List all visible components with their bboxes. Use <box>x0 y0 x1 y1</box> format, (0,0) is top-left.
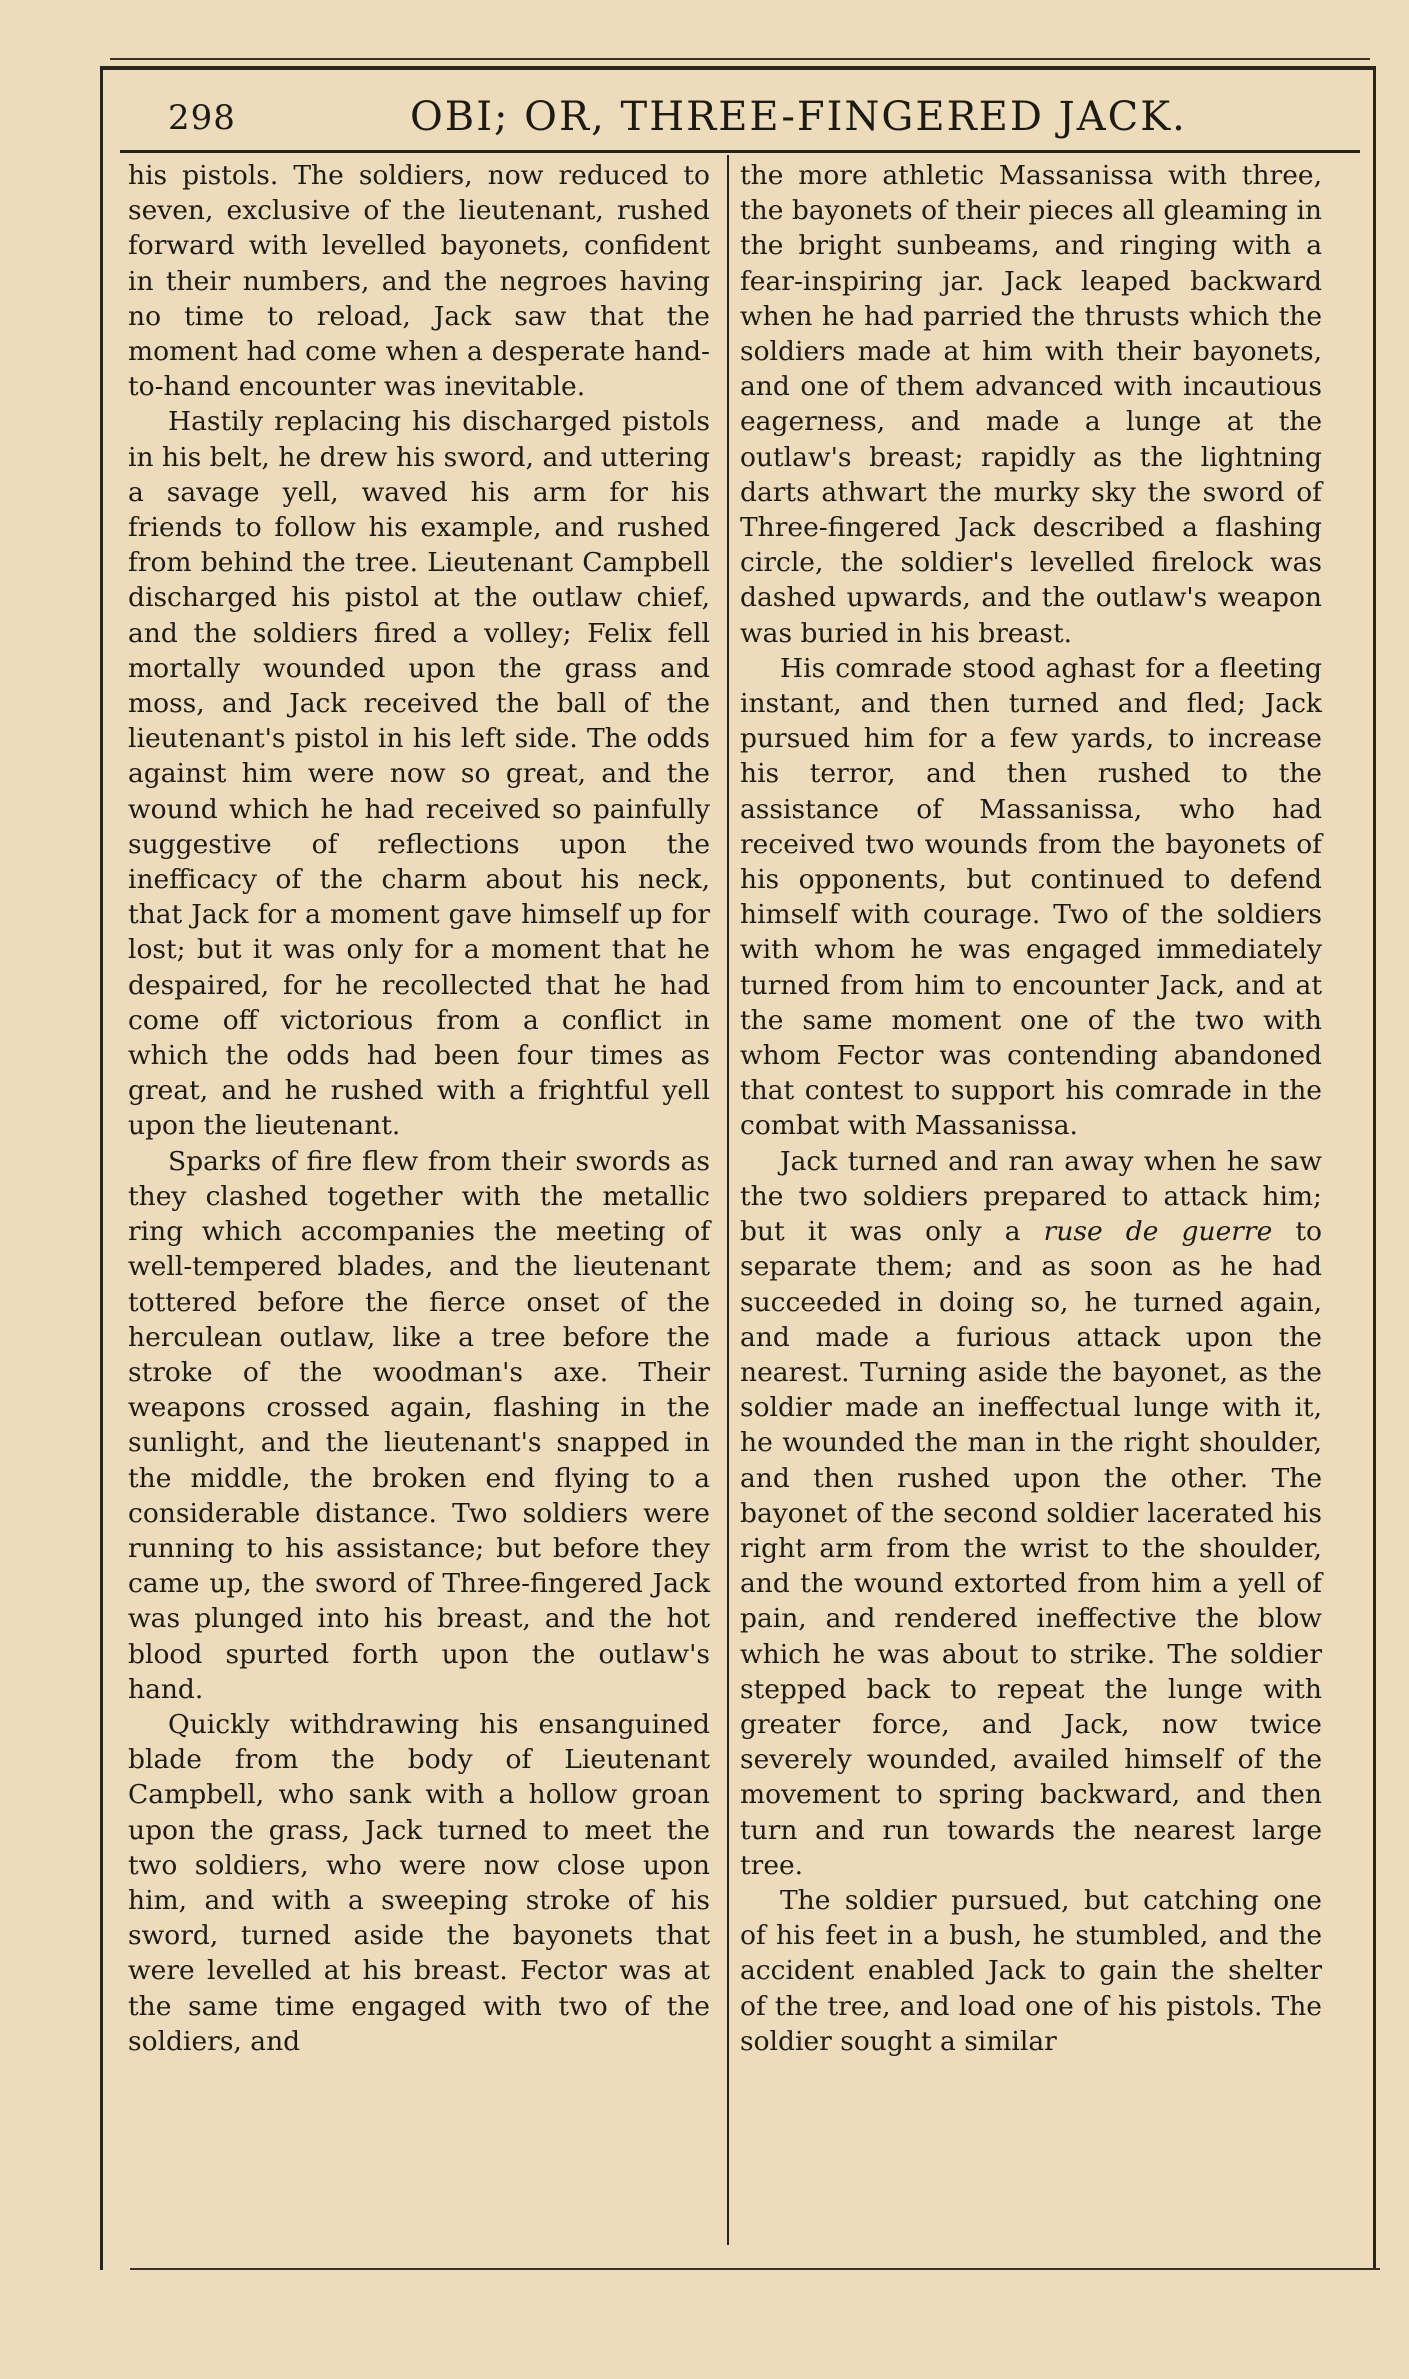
bottom-rule <box>130 2268 1380 2270</box>
paragraph: Sparks of fire flew from their swords as they clashed together with the metallic ring which accompanies the meeting of well-tempered blades, and the lieutenant tottered before the fierce onset of the herculean outlaw, like a tree before the stroke of the woodman's axe. Their weapons crossed again, flashing in the sunlight, and the lieutenant's snapped in the middle, the broken end flying to a considerable distance. Two soldiers were running to his assistance; but before they came up, the sword of Three-fingered Jack was plunged into his breast, and the hot blood spurted forth upon the outlaw's hand. <box>128 1145 710 1705</box>
right-column <box>740 158 1322 2059</box>
paragraph-text: Jack turned and ran away when he saw the two soldiers prepared to attack him; but it was only a <box>740 1145 1322 1248</box>
page-number: 298 <box>168 98 236 138</box>
paragraph: Quickly withdrawing his ensanguined blade from the body of Lieutenant Campbell, who sank with a hollow groan upon the grass, Jack turned to meet the two soldiers, who were now close upon him, and with a sweeping stroke of his sword, turned aside the bayonets that were levelled at his breast. Fector was at the same time engaged with two of the soldiers, and <box>128 1708 710 2057</box>
paragraph: his pistols. The soldiers, now reduced to seven, exclusive of the lieutenant, rushed forward with levelled bayonets, confident in their numbers, and the negroes having no time to reload, Jack saw that the moment had come when a desperate hand-to-hand encounter was inevitable. <box>128 160 710 403</box>
header-rule <box>120 150 1360 153</box>
left-column <box>128 158 710 2059</box>
paragraph: Hastily replacing his discharged pistols in his belt, he drew his sword, and uttering a savage yell, waved his arm for his friends to follow his example, and rushed from behind the tree. Lieutenant Campbell discharged his pistol at the outlaw chief, and the soldiers fired a volley; Felix fell mortally wounded upon the grass and moss, and Jack received the ball of the lieutenant's pistol in his left side. The odds against him were now so great, and the wound which he had received so painfully suggestive of reflections upon the inefficacy of the charm about his neck, that Jack for a moment gave himself up for lost; but it was only for a moment that he despaired, for he recollected that he had come off victorious from a conflict in which the odds had been four times as great, and he rushed with a frightful yell upon the lieutenant. <box>128 406 710 1142</box>
running-title: OBI; OR, THREE-FINGERED JACK. <box>410 94 1187 140</box>
italic-phrase: ruse de guerre <box>1043 1216 1273 1248</box>
paragraph: His comrade stood aghast for a fleeting instant, and then turned and fled; Jack pursued him for a few yards, to increase his terror, and then rushed to the assistance of Massanissa, who had received two wounds from the bayonets of his opponents, but continued to defend himself with courage. Two of the soldiers with whom he was engaged immediately turned from him to encounter Jack, and at the same moment one of the two with whom Fector was contending abandoned that contest to support his comrade in the combat with Massanissa. <box>740 652 1322 1142</box>
paragraph: the more athletic Massanissa with three, the bayonets of their pieces all gleaming in the bright sunbeams, and ringing with a fear-inspiring jar. Jack leaped backward when he had parried the thrusts which the soldiers made at him with their bayonets, and one of them advanced with incautious eagerness, and made a lunge at the outlaw's breast; rapidly as the lightning darts athwart the murky sky the sword of Three-fingered Jack described a flashing circle, the soldier's levelled firelock was dashed upwards, and the outlaw's weapon was buried in his breast. <box>740 160 1322 649</box>
top-rule <box>110 58 1370 60</box>
column-divider <box>727 155 729 2245</box>
paragraph <box>740 1144 1322 1883</box>
paragraph-text: to separate them; and as soon as he had succeeded in doing so, he turned again, and made a furious attack upon the nearest. Turning aside the bayonet, as the soldier made an ineffectual lunge with it, he wounded the man in the right shoulder, and then rushed upon the other. The bayonet of the second soldier lacerated his right arm from the wrist to the shoulder, and the wound extorted from him a yell of pain, and rendered ineffective the blow which he was about to strike. The soldier stepped back to repeat the lunge with greater force, and Jack, now twice severely wounded, availed himself of the movement to spring backward, and then turn and run towards the nearest large tree. <box>740 1216 1322 1881</box>
paragraph: The soldier pursued, but catching one of his feet in a bush, he stumbled, and the accident enabled Jack to gain the shelter of the tree, and load one of his pistols. The soldier sought a similar <box>740 1884 1322 2057</box>
page-header <box>120 88 1350 148</box>
